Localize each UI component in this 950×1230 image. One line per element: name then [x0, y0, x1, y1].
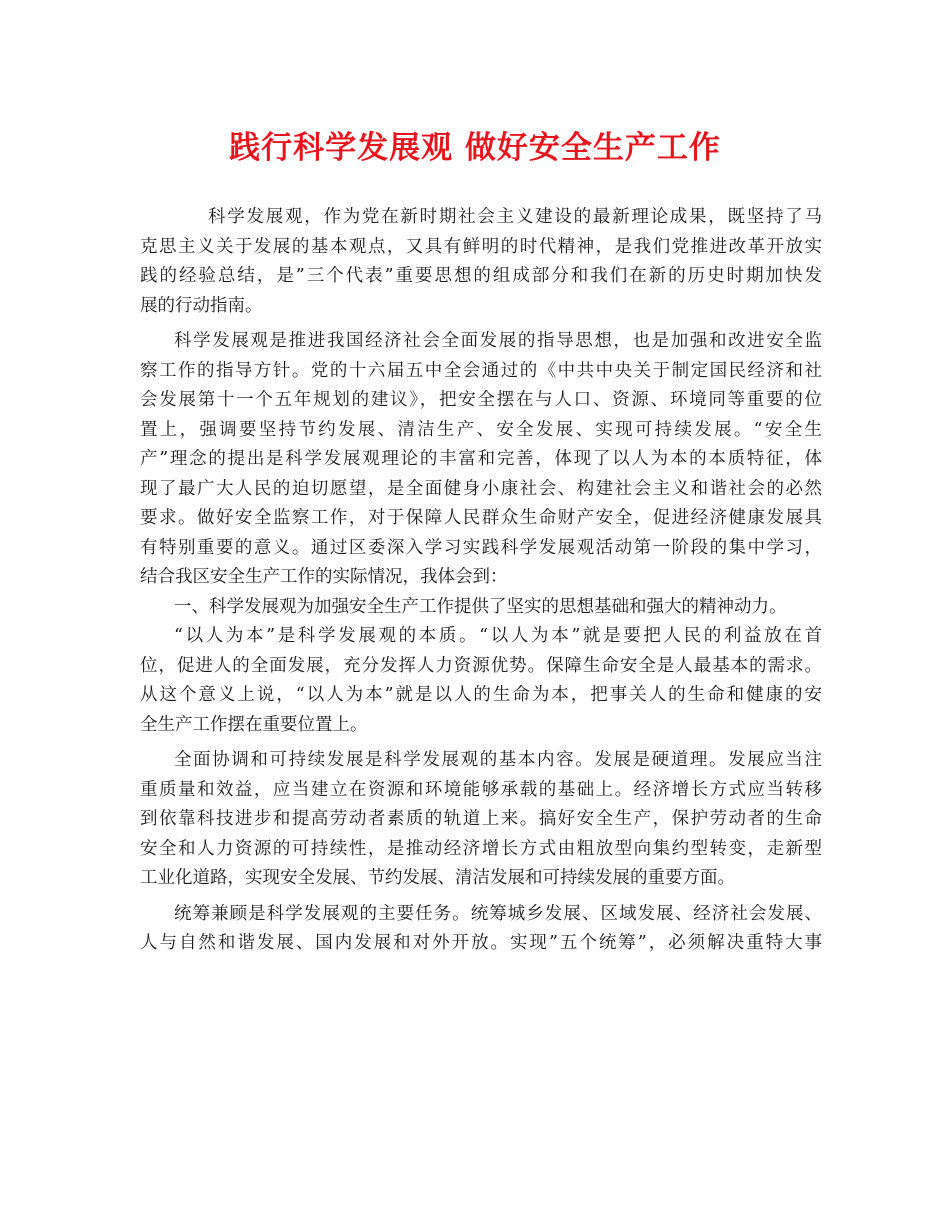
paragraph-line: 统筹兼顾是科学发展观的主要任务。统筹城乡发展、区域发展、经济社会发展、 — [174, 903, 822, 924]
paragraph — [140, 593, 822, 623]
document-title: 践行科学发展观 做好安全生产工作 — [229, 130, 721, 166]
paragraph-line: 展的行动指南。 — [140, 295, 263, 316]
paragraph-line: “以人为本”是科学发展观的本质。“以人为本”就是要把人民的利益放在首 — [174, 626, 822, 646]
paragraph-line: 察工作的指导方针。党的十六届五中全会通过的《中共中央关于制定国民经济和社 — [140, 360, 822, 381]
paragraph-line: 到依靠科技进步和提高劳动者素质的轨道上来。搞好安全生产，保护劳动者的生命 — [140, 809, 822, 829]
paragraph-line: 工业化道路，实现安全发展、节约发展、清洁发展和可持续发展的重要方面。 — [140, 868, 735, 888]
paragraph — [140, 622, 822, 740]
paragraph-line: 置上，强调要坚持节约发展、清洁生产、安全发展、实现可持续发展。“安全生 — [140, 419, 822, 440]
paragraph-line: 科学发展观，作为党在新时期社会主义建设的最新理论成果，既坚持了马 — [208, 207, 822, 227]
paragraph-line: 要求。做好安全监察工作，对于保障人民群众生命财产安全，促进经济健康发展具 — [140, 508, 822, 528]
paragraph-line: 人与自然和谐发展、国内发展和对外开放。实现”五个统筹”，必须解决重特大事 — [140, 933, 822, 953]
paragraph-line: 位，促进人的全面发展，充分发挥人力资源优势。保障生命安全是人最基本的需求。 — [140, 655, 822, 676]
paragraph-line: 科学发展观是推进我国经济社会全面发展的指导思想，也是加强和改进安全监 — [174, 331, 822, 351]
paragraph-line: 全面协调和可持续发展是科学发展观的基本内容。发展是硬道理。发展应当注 — [174, 750, 822, 770]
paragraph — [140, 746, 822, 894]
paragraph-line: 克思主义关于发展的基本观点，又具有鲜明的时代精神，是我们党推进改革开放实 — [140, 236, 822, 257]
paragraph-line: 安全和人力资源的可持续性，是推动经济增长方式由粗放型向集约型转变，走新型 — [140, 838, 822, 859]
paragraph-line: 产”理念的提出是科学发展观理论的丰富和完善，体现了以人为本的本质特征，体 — [140, 449, 822, 469]
paragraph-line: 结合我区安全生产工作的实际情况，我体会到： — [140, 567, 508, 587]
paragraph-line: 从这个意义上说，“以人为本”就是以人的生命为本，把事关人的生命和健康的安 — [140, 685, 822, 705]
paragraph — [140, 327, 822, 593]
paragraph-line: 重质量和效益，应当建立在资源和环境能够承载的基础上。经济增长方式应当转移 — [140, 779, 822, 800]
paragraph-line: 现了最广大人民的迫切愿望，是全面健身小康社会、构建社会主义和谐社会的必然 — [140, 478, 822, 499]
paragraph-line: 践的经验总结，是”三个代表”重要思想的组成部分和我们在新的历史时期加快发 — [140, 266, 822, 286]
paragraph-line: 全生产工作摆在重要位置上。 — [140, 714, 368, 735]
paragraph-line: 有特别重要的意义。通过区委深入学习实践科学发展观活动第一阶段的集中学习， — [140, 537, 822, 558]
paragraph-line: 会发展第十一个五年规划的建议》，把安全摆在与人口、资源、环境同等重要的位 — [140, 390, 822, 410]
paragraph-line: 一、科学发展观为加强安全生产工作提供了坚实的思想基础和强大的精神动力。 — [174, 596, 787, 617]
paragraph — [140, 900, 822, 959]
paragraph — [140, 203, 822, 321]
document-body — [140, 203, 822, 959]
